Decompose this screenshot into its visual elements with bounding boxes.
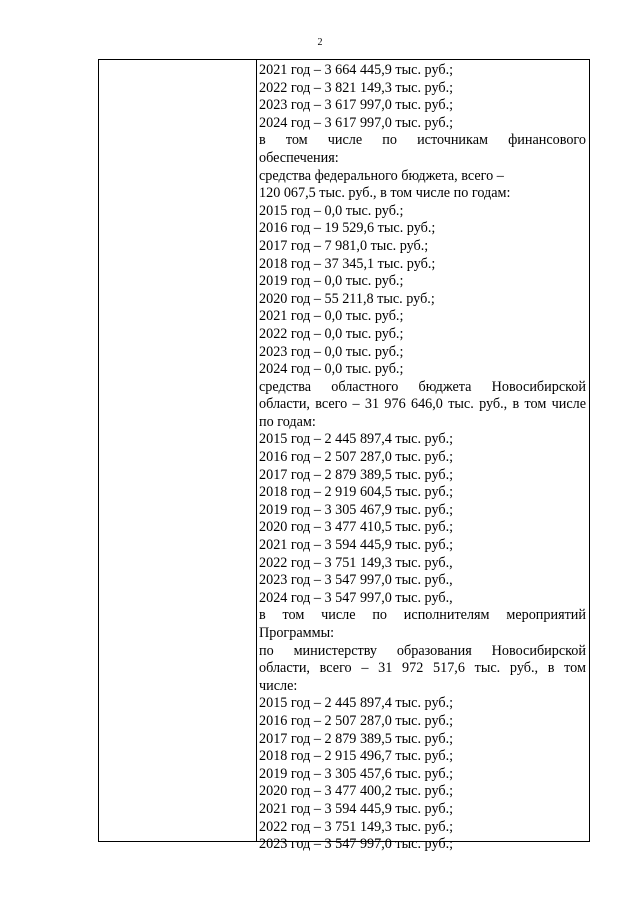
text-line: области, всего – 31 972 517,6 тыс. руб., в том <box>259 660 586 677</box>
text-line: 2017 год – 2 879 389,5 тыс. руб.; <box>259 466 454 483</box>
text-line: 2021 год – 3 594 445,9 тыс. руб.; <box>259 800 454 817</box>
text-line: 2023 год – 3 547 997,0 тыс. руб.; <box>259 836 454 853</box>
text-line: 2020 год – 3 477 410,5 тыс. руб.; <box>259 519 454 536</box>
text-line: числе: <box>259 677 298 694</box>
text-line: 2022 год – 3 751 149,3 тыс. руб.; <box>259 818 454 835</box>
text-line: обеспечения: <box>259 149 339 166</box>
text-line: 2015 год – 2 445 897,4 тыс. руб.; <box>259 431 454 448</box>
text-line: 120 067,5 тыс. руб., в том числе по годам: <box>259 185 511 202</box>
text-line: 2023 год – 0,0 тыс. руб.; <box>259 343 404 360</box>
text-line: 2023 год – 3 547 997,0 тыс. руб., <box>259 572 453 589</box>
text-line: 2020 год – 3 477 400,2 тыс. руб.; <box>259 783 454 800</box>
financing-table <box>98 59 590 853</box>
text-line: 2017 год – 2 879 389,5 тыс. руб.; <box>259 730 454 747</box>
text-line: 2021 год – 3 664 445,9 тыс. руб.; <box>259 62 454 78</box>
text-line: 2019 год – 3 305 457,6 тыс. руб.; <box>259 765 454 782</box>
text-line: 2021 год – 0,0 тыс. руб.; <box>259 308 404 325</box>
text-line: 2016 год – 2 507 287,0 тыс. руб.; <box>259 449 454 466</box>
text-line: 2016 год – 2 507 287,0 тыс. руб.; <box>259 712 454 729</box>
text-line: 2015 год – 2 445 897,4 тыс. руб.; <box>259 695 454 712</box>
text-line: 2018 год – 37 345,1 тыс. руб.; <box>259 255 436 272</box>
text-line: 2020 год – 55 211,8 тыс. руб.; <box>259 290 435 307</box>
text-line: средства областного бюджета Новосибирской <box>259 378 586 395</box>
text-line: 2024 год – 0,0 тыс. руб.; <box>259 361 404 378</box>
text-line: 2022 год – 3 821 149,3 тыс. руб.; <box>259 79 454 96</box>
text-line: 2018 год – 2 919 604,5 тыс. руб.; <box>259 484 454 501</box>
text-line: 2021 год – 3 594 445,9 тыс. руб.; <box>259 537 454 554</box>
text-line: по министерству образования Новосибирской <box>259 642 586 659</box>
text-line: средства федерального бюджета, всего – <box>259 167 504 184</box>
text-line: области, всего – 31 976 646,0 тыс. руб., в том числе <box>259 396 586 413</box>
text-line: Программы: <box>259 625 335 641</box>
text-line: 2022 год – 0,0 тыс. руб.; <box>259 325 404 342</box>
text-line: 2019 год – 3 305 467,9 тыс. руб.; <box>259 501 454 518</box>
text-line: 2016 год – 19 529,6 тыс. руб.; <box>259 220 436 237</box>
text-line: 2019 год – 0,0 тыс. руб.; <box>259 273 404 290</box>
text-line: по годам: <box>259 413 316 430</box>
text-line: 2023 год – 3 617 997,0 тыс. руб.; <box>259 97 454 114</box>
page-number: 2 <box>317 37 323 48</box>
text-line: в том числе по исполнителям мероприятий <box>259 607 586 624</box>
text-line: 2018 год – 2 915 496,7 тыс. руб.; <box>259 748 454 765</box>
text-line: 2024 год – 3 547 997,0 тыс. руб., <box>259 589 453 606</box>
column-divider <box>256 60 257 841</box>
text-line: 2015 год – 0,0 тыс. руб.; <box>259 202 404 219</box>
financing-details-cell <box>259 62 586 854</box>
text-line: 2017 год – 7 981,0 тыс. руб.; <box>259 237 429 254</box>
text-line: 2022 год – 3 751 149,3 тыс. руб., <box>259 554 453 571</box>
text-line: 2024 год – 3 617 997,0 тыс. руб.; <box>259 114 454 131</box>
text-line: в том числе по источникам финансового <box>259 132 586 149</box>
